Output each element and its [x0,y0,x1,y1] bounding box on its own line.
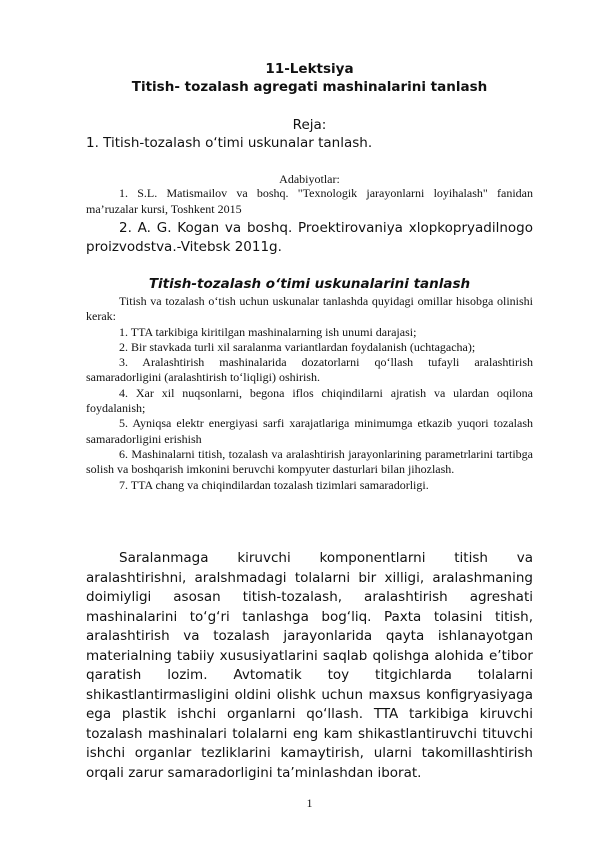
plan-heading: Reja: [292,117,327,133]
list-item: 2. Bir stavkada turli xil saralanma variantlardan foydalanish (uchtagacha); [119,339,476,354]
lecture-title: Titish- tozalash agregati mashinalarini tanlash [131,79,488,95]
list-item: 5. Ayniqsa elektr energiyasi sarfi xarajatlariga minimumga etkazib yuqori tozalash samaradorligini erishish [86,416,533,446]
page-number: 1 [306,796,313,810]
list-item: 7. TTA chang va chiqindilardan tozalash tizimlari samaradorligi. [119,477,429,492]
section-heading: Titish-tozalash o‘timi uskunalarini tanlash [148,276,471,292]
references-list [86,186,533,257]
factors-list [86,294,533,493]
lecture-number: 11-Lektsiya [265,61,354,77]
list-item: 6. Mashinalarni titish, tozalash va aralashtirish jarayonlarining parametrlarini tartibga solish va boshqarish imkonini beruvchi kompyuter dasturlari bilan jihozlash. [86,446,533,477]
body-paragraph: Saralanmaga kiruvchi komponentlarni titish va aralashtirishni, aralshmadagi tolalarni bir xilligi, aralashmaning doimiyligi asosan titish-tozalash, aralashtirish agreshati mashinalarini to‘g‘ri tanlashga bog‘liq. Paxta tolasini titish, aralashtirish va tozalash jarayonlarida qayta ishlanayotgan materialning tabiiy xususiyatlarini saqlab qolishga alohida e’tibor qaratish lozim. Avtomatik toy titgichlarda tolalarni shikastlantirmasligini oldini olishk uchun maxsus konfigryasiyaga ega plastik ishchi organlarni qo‘llash. TTA tarkibiga kiruvchi tozalash mashinalari tolalarni eng kam shikastlantiruvchi tituvchi ishchi organlar tezliklarini kamaytirish, ularni takomillashtirish orqali zarur samaradorligini ta’minlashdan iborat. [86,550,533,781]
plan-item: 1. Titish-tozalash o‘timi uskunalar tanlash. [86,135,373,151]
section-intro: Titish va tozalash o‘tish uchun uskunalar tanlashda quyidagi omillar hisobga olinishi kerak: [86,294,533,324]
list-item: 1. TTA tarkibiga kiritilgan mashinalarning ish unumi darajasi; [119,324,417,339]
list-item: 4. Xar xil nuqsonlarni, begona iflos chiqindilarni ajratish va ulardan oqilona foydalanish; [86,385,533,416]
references-heading: Adabiyotlar: [279,172,340,186]
list-item: 3. Aralashtirish mashinalarida dozatorlarni qo‘llash tufayli aralashtirish samaradorligini (aralashtirish to‘liqligi) oshirish. [86,355,533,385]
reference-item: 1. S.L. Matismailov va boshq. "Texnologik jarayonlarni loyihalash" fanidan ma’ruzalar kursi, Toshkent 2015 [86,186,533,216]
reference-item: 2. A. G. Kogan va boshq. Proektirovaniya xlopkopryadilnogo proizvodstva.-Vitebsk 2011g. [86,220,533,255]
